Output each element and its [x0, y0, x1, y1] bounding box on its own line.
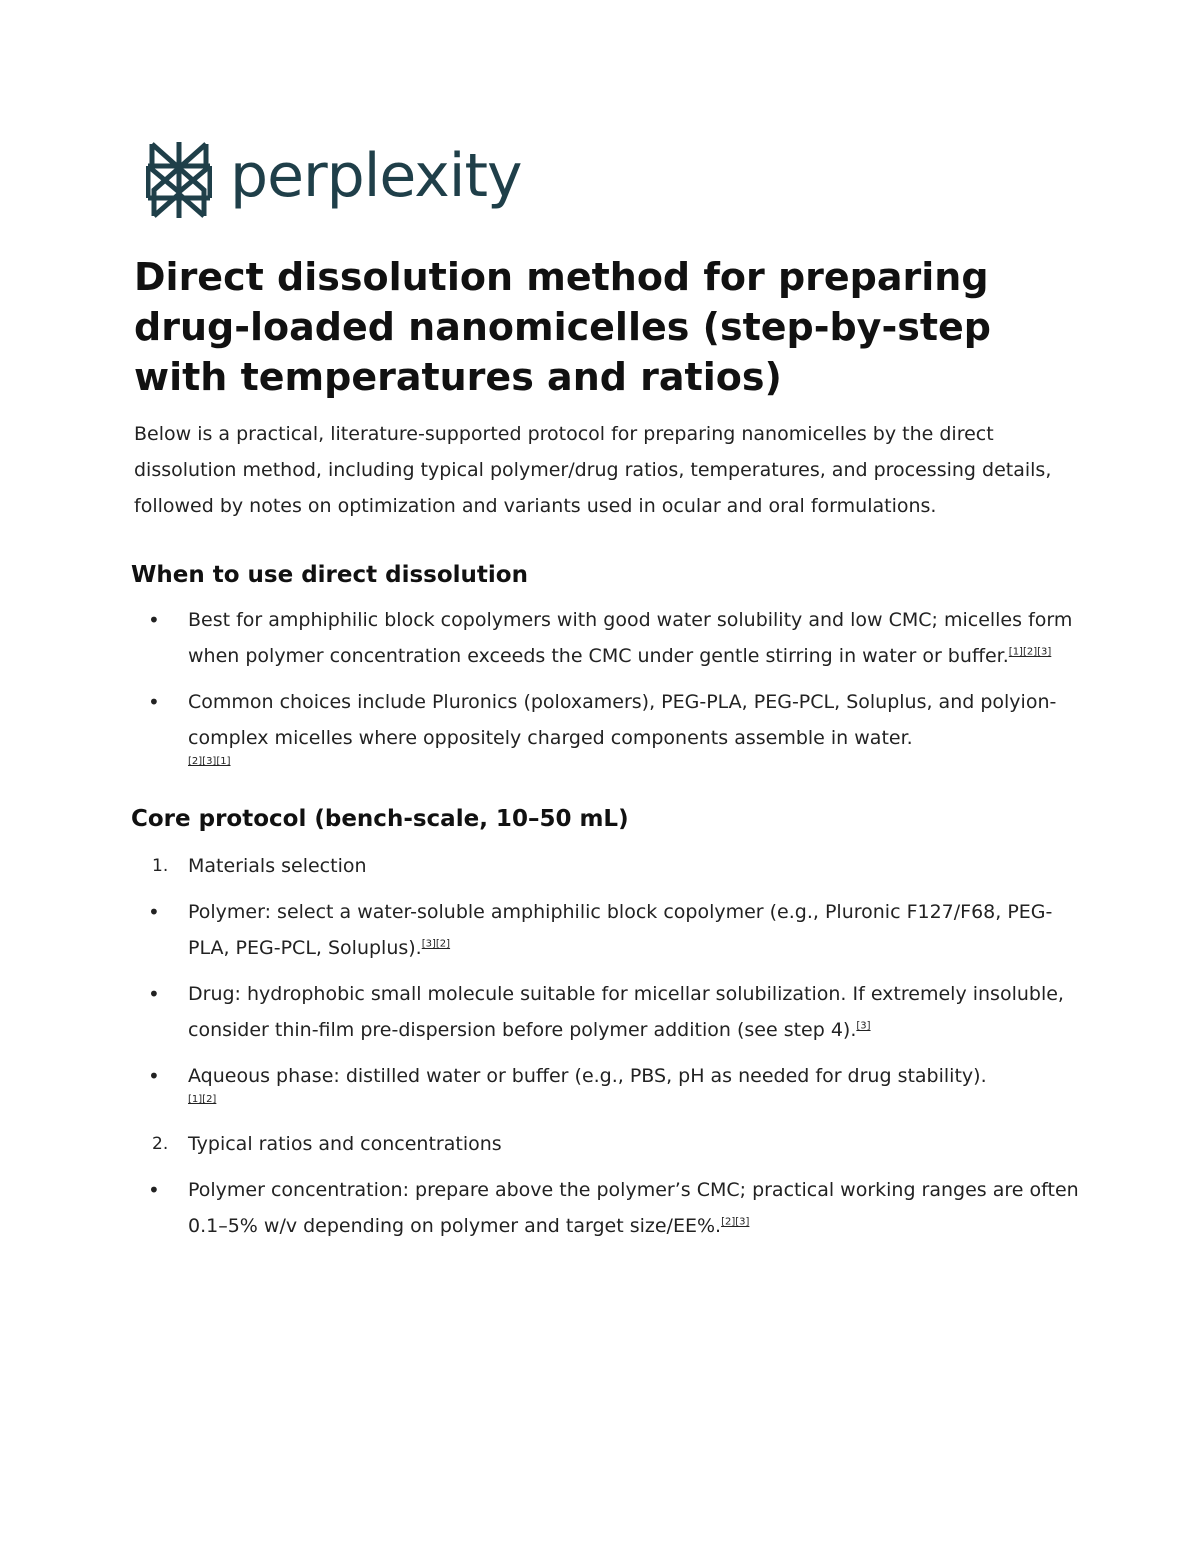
list-item-text: Polymer concentration: prepare above the polymer’s CMC; practical working ranges are often 0.1–5% w/v depending on polymer and target size/EE%. — [188, 1179, 1079, 1237]
bullet-icon: • — [148, 690, 160, 714]
perplexity-logo — [146, 140, 522, 220]
core-protocol-list-continued — [134, 1126, 1084, 1162]
list-item — [134, 894, 1084, 966]
citation-link[interactable]: [2][3][1] — [188, 756, 231, 767]
section-heading-when-to-use: When to use direct dissolution — [131, 562, 528, 588]
list-item-text: Polymer: select a water-soluble amphiphilic block copolymer (e.g., Pluronic F127/F68, PEG-PLA, PEG-PCL, Soluplus). — [188, 901, 1053, 959]
bullet-icon: • — [148, 608, 160, 632]
numbered-step — [134, 848, 1084, 884]
document-title: Direct dissolution method for preparing drug-loaded nanomicelles (step-by-step with temperatures and ratios) — [134, 255, 991, 399]
list-item-text: Common choices include Pluronics (poloxamers), PEG-PLA, PEG-PCL, Soluplus, and polyion-complex micelles where oppositely charged components assemble in water. — [188, 691, 1057, 749]
core-protocol-list — [134, 848, 1084, 884]
citation-link[interactable]: [3][2] — [421, 938, 451, 950]
materials-list — [134, 894, 1084, 1108]
list-item — [134, 684, 1084, 770]
list-item — [134, 1172, 1084, 1244]
bullet-icon: • — [148, 900, 160, 924]
citation-link[interactable]: [1][2] — [188, 1094, 217, 1105]
ratios-list — [134, 1172, 1084, 1244]
citation-link[interactable]: [1][2][3] — [1008, 646, 1052, 658]
list-item-text: Aqueous phase: distilled water or buffer (e.g., PBS, pH as needed for drug stability). — [188, 1065, 987, 1087]
list-item — [134, 976, 1084, 1048]
document-content — [131, 252, 1084, 1244]
list-item-text: Best for amphiphilic block copolymers with good water solubility and low CMC; micelles form when polymer concentration exceeds the CMC under gentle stirring in water or buffer. — [188, 609, 1073, 667]
perplexity-logo-icon — [146, 140, 212, 220]
when-to-use-list — [134, 602, 1084, 770]
section-heading-core-protocol: Core protocol (bench-scale, 10–50 mL) — [131, 806, 629, 832]
bullet-icon: • — [148, 1064, 160, 1088]
bullet-icon: • — [148, 982, 160, 1006]
citation-link[interactable]: [2][3] — [721, 1216, 750, 1228]
step-number: 2. — [152, 1134, 169, 1154]
step-text: Typical ratios and concentrations — [188, 1133, 502, 1155]
bullet-icon: • — [148, 1178, 160, 1202]
step-number: 1. — [152, 856, 169, 876]
list-item — [134, 1058, 1084, 1108]
step-text: Materials selection — [188, 855, 367, 877]
list-item — [134, 602, 1084, 674]
list-item-text: Drug: hydrophobic small molecule suitable for micellar solubilization. If extremely insoluble, consider thin-film pre-dispersion before polymer addition (see step 4). — [188, 983, 1064, 1041]
perplexity-wordmark: perplexity — [230, 141, 522, 211]
intro-paragraph: Below is a practical, literature-supported protocol for preparing nanomicelles by the direct dissolution method, including typical polymer/drug ratios, temperatures, and processing details, followed by notes on optimization and variants used in ocular and oral formulations. — [134, 423, 1052, 517]
citation-link[interactable]: [3] — [856, 1020, 871, 1032]
numbered-step — [134, 1126, 1084, 1162]
